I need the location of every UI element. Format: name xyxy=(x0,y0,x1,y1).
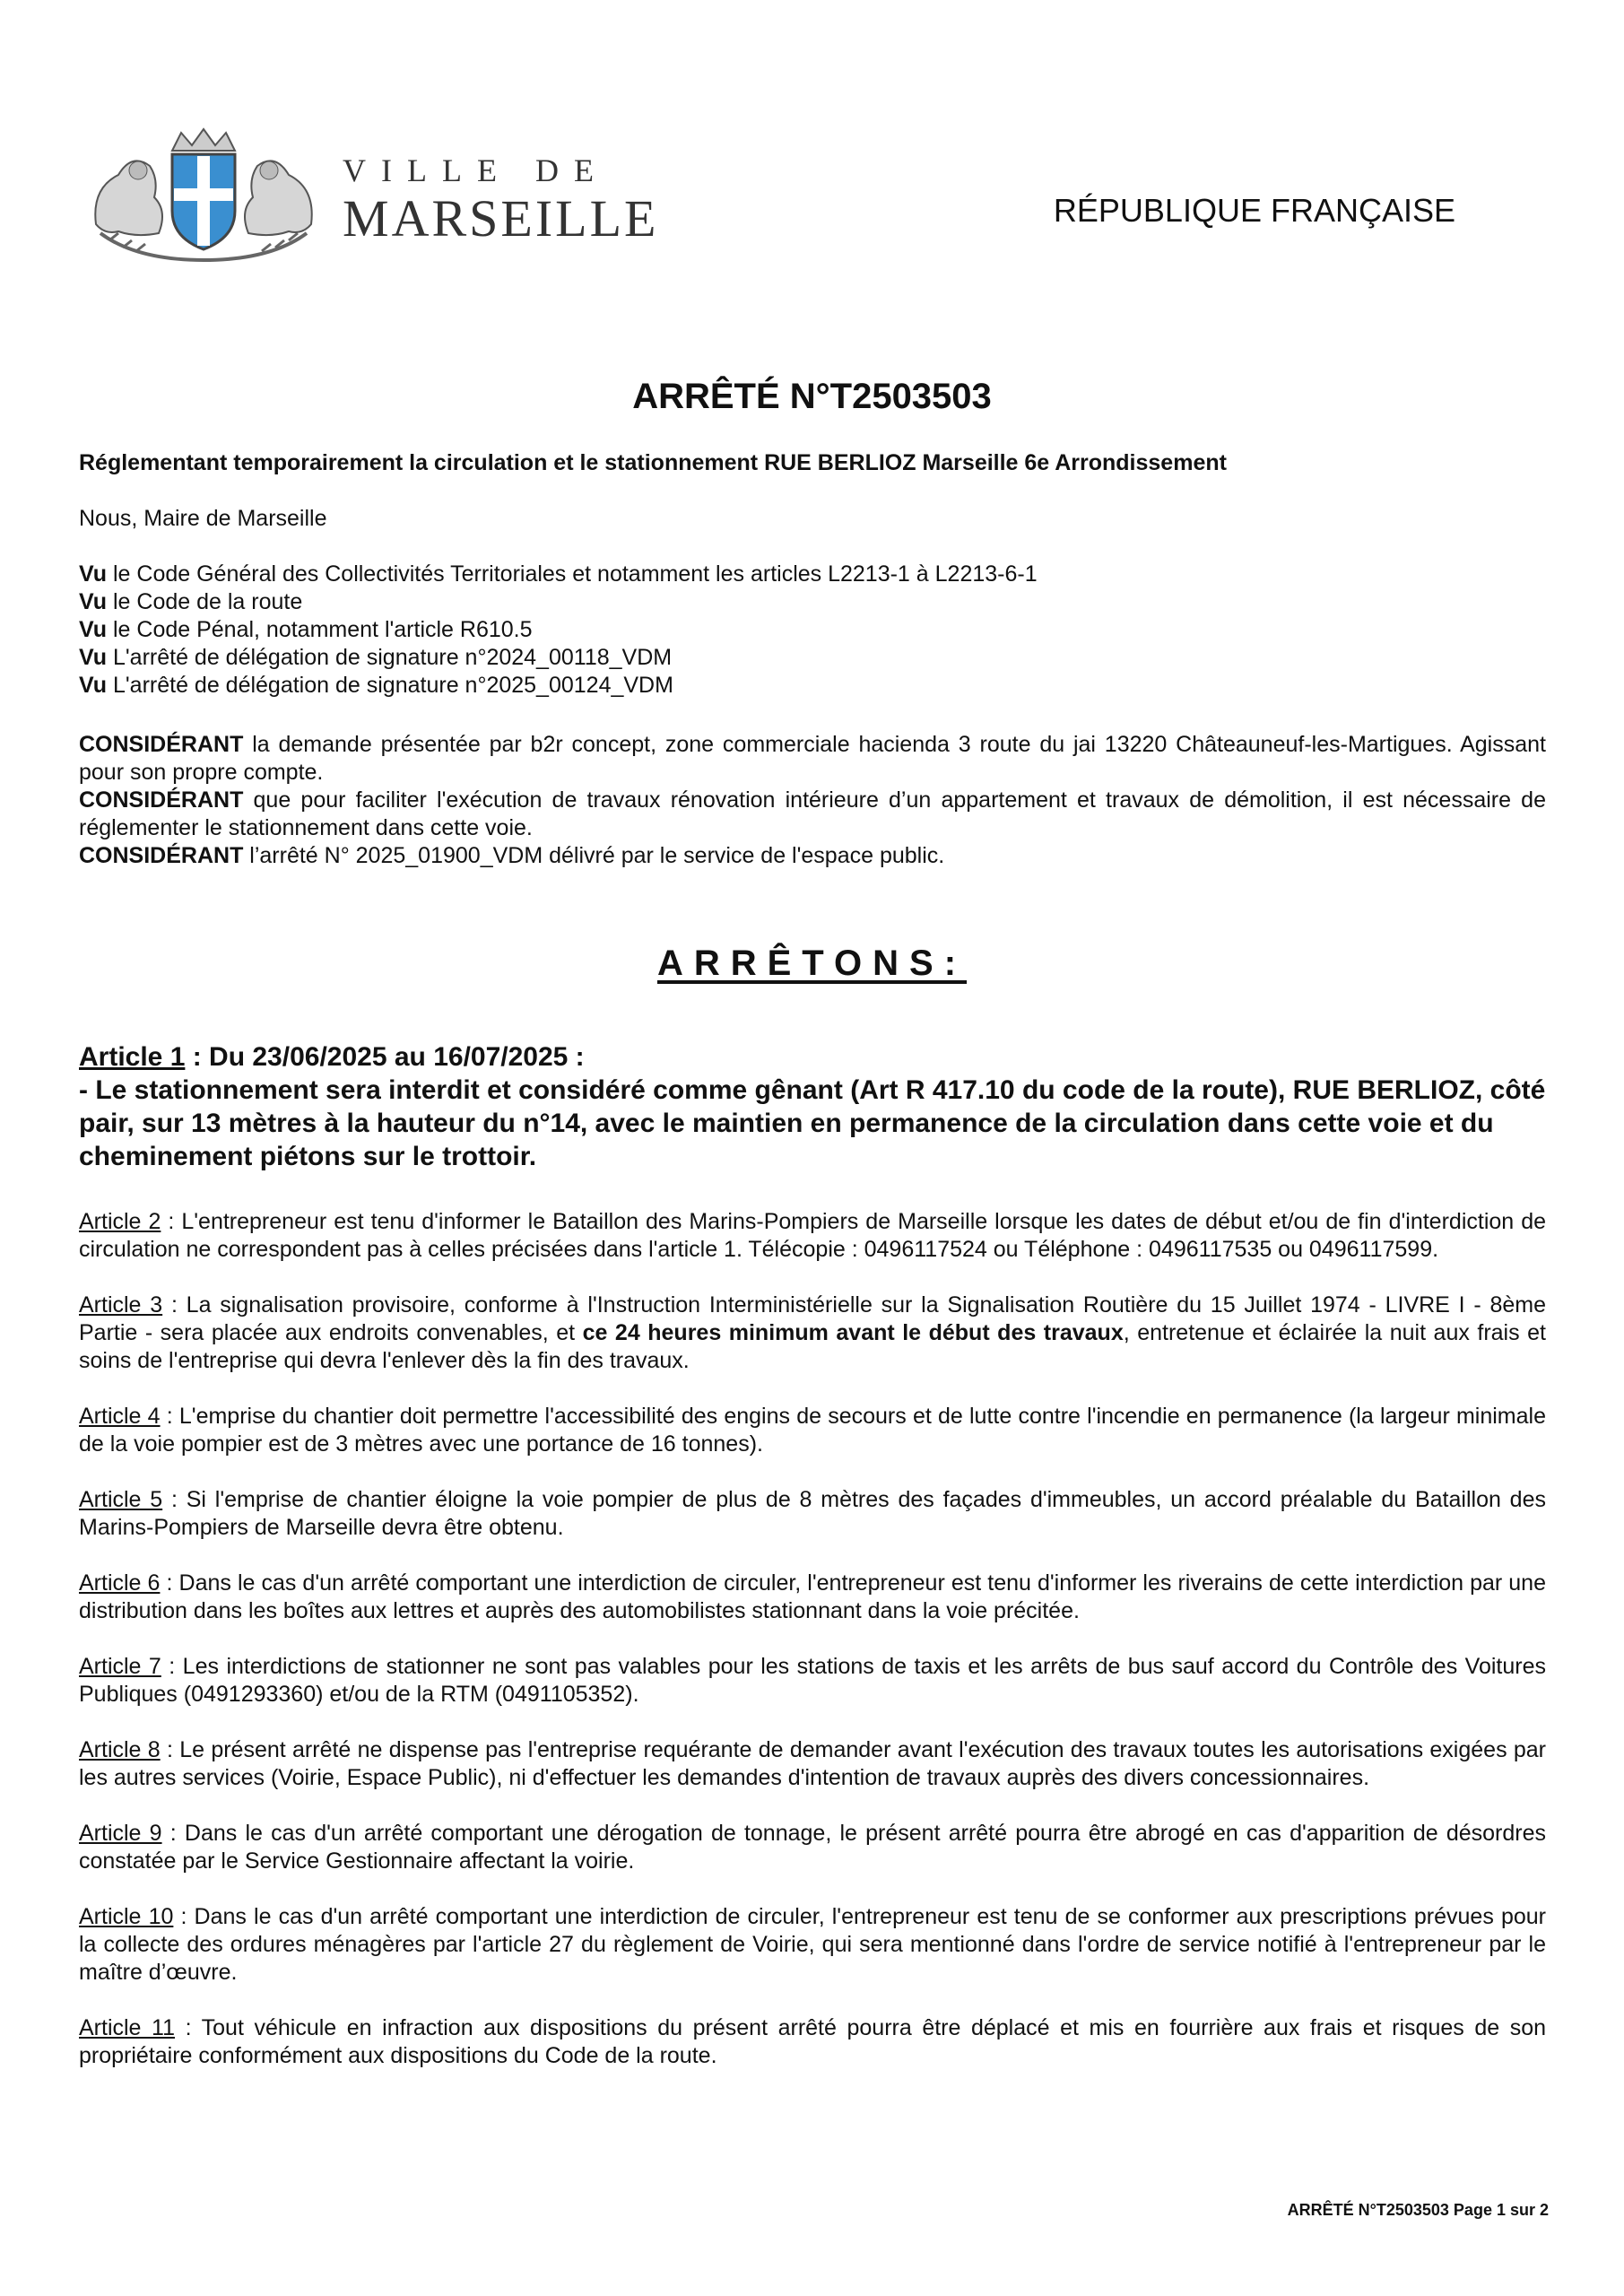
articles-list xyxy=(79,1208,1546,2098)
considerant-item: CONSIDÉRANT l’arrêté N° 2025_01900_VDM délivré par le service de l'espace public. xyxy=(79,843,945,868)
vu-item: Vu le Code de la route xyxy=(79,589,303,614)
article-11: Article 11 : Tout véhicule en infraction aux dispositions du présent arrêté pourra être déplacé et mis en fourrière aux frais et risques de son propriétaire conformément aux dispositions du Code de la route. xyxy=(79,2015,1547,2068)
intro-text: Nous, Maire de Marseille xyxy=(79,506,327,531)
article-7: Article 7 : Les interdictions de stationner ne sont pas valables pour les stations de taxis et les arrêts de bus sauf accord du Contrôle des Voitures Publiques (0491293360) et/ou de la RTM (0491105352). xyxy=(79,1654,1546,1707)
article-5: Article 5 : Si l'emprise de chantier éloigne la voie pompier de plus de 8 mètres des façades d'immeubles, un accord préalable du Bataillon des Marins-Pompiers de Marseille devra être obtenu. xyxy=(79,1487,1546,1540)
vu-list xyxy=(79,561,1546,700)
considerant-item: CONSIDÉRANT que pour faciliter l'exécution de travaux rénovation intérieure d’un appartement et travaux de démolition, il est nécessaire de réglementer le stationnement dans cette voie. xyxy=(79,787,1546,840)
vu-item: Vu le Code Général des Collectivités Territoriales et notamment les articles L2213-1 à L2213-6-1 xyxy=(79,561,1038,587)
preamble xyxy=(79,505,1546,533)
considerant-list xyxy=(79,731,1546,870)
article-10: Article 10 : Dans le cas d'un arrêté comportant une interdiction de circuler, l'entrepreneur est tenu de se conformer aux prescriptions prévues pour la collecte des ordures ménagères par l'article 27 du règlement de Voirie, qui sera mentionné dans l'ordre de service notifié à l'entrepreneur par le maître d’œuvre. xyxy=(79,1904,1546,1985)
arretons-heading: ARRÊTONS: xyxy=(656,944,968,983)
document-title: ARRÊTÉ N°T2503503 xyxy=(632,377,992,416)
marseille-coat-of-arms-icon xyxy=(83,126,325,269)
vu-item: Vu le Code Pénal, notamment l'article R610.5 xyxy=(79,617,533,642)
article-1 xyxy=(79,1040,1546,1173)
article-8: Article 8 : Le présent arrêté ne dispense pas l'entreprise requérante de demander avant l'exécution des travaux toutes les autorisations exigées par les autres services (Voirie, Espace Public), ni d'effectuer les demandes d'intention de travaux auprès des divers concessionnaires. xyxy=(79,1737,1546,1790)
article-3: Article 3 : La signalisation provisoire, conforme à l'Instruction Interministérielle sur la Signalisation Routière du 15 Juillet 1974 - LIVRE I - 8ème Partie - sera placée aux endroits convenables, et ce 24 heures minimum avant le début des travaux, entretenue et éclairée la nuit aux frais et soins de l'entreprise qui devra l'enlever dès la fin des travaux. xyxy=(79,1292,1547,1373)
article-1-text: - Le stationnement sera interdit et considéré comme gênant (Art R 417.10 du code de la route), RUE BERLIOZ, côté pair, sur 13 mètres à la hauteur du n°14, avec le maintien en permanence de la circulation dans cette voie et du cheminement piétons sur le trottoir. xyxy=(79,1075,1546,1171)
article-2: Article 2 : L'entrepreneur est tenu d'informer le Bataillon des Marins-Pompiers de Marseille lorsque les dates de début et/ou de fin d'interdiction de circulation ne correspondent pas à celles précisées dans l'article 1. Télécopie : 0496117524 ou Téléphone : 0496117535 ou 0496117599. xyxy=(79,1209,1547,1262)
article-9: Article 9 : Dans le cas d'un arrêté comportant une dérogation de tonnage, le présent arrêté pourra être abrogé en cas d'apparition de désordres constatée par le Service Gestionnaire affectant la voirie. xyxy=(79,1821,1546,1874)
republique-francaise: RÉPUBLIQUE FRANÇAISE xyxy=(1053,192,1455,229)
article-1-heading: Article 1 : Du 23/06/2025 au 16/07/2025 : xyxy=(79,1042,585,1072)
ville-de-marseille-logo xyxy=(83,126,659,269)
considerant-item: CONSIDÉRANT la demande présentée par b2r concept, zone commerciale hacienda 3 route du jai 13220 Châteauneuf-les-Martigues. Agissant pour son propre compte. xyxy=(79,732,1546,785)
article-1-label: Article 1 xyxy=(79,1042,186,1072)
document-subtitle: Réglementant temporairement la circulation et le stationnement RUE BERLIOZ Marseille 6e Arrondissement xyxy=(79,450,1227,475)
logo-marseille-text: MARSEILLE xyxy=(343,189,659,248)
logo-ville-de-text: VILLE DE xyxy=(343,152,609,188)
article-4: Article 4 : L'emprise du chantier doit permettre l'accessibilité des engins de secours et de lutte contre l'incendie en permanence (la largeur minimale de la voie pompier est de 3 mètres avec une portance de 16 tonnes). xyxy=(79,1404,1546,1457)
page-footer: ARRÊTÉ N°T2503503 Page 1 sur 2 xyxy=(1287,2201,1549,2219)
article-6: Article 6 : Dans le cas d'un arrêté comportant une interdiction de circuler, l'entrepreneur est tenu d'informer les riverains de cette interdiction par une distribution dans les boîtes aux lettres et auprès des automobilistes stationnant dans la voie précitée. xyxy=(79,1570,1546,1623)
vu-item: Vu L'arrêté de délégation de signature n°2024_00118_VDM xyxy=(79,645,673,670)
vu-item: Vu L'arrêté de délégation de signature n°2025_00124_VDM xyxy=(79,673,673,698)
